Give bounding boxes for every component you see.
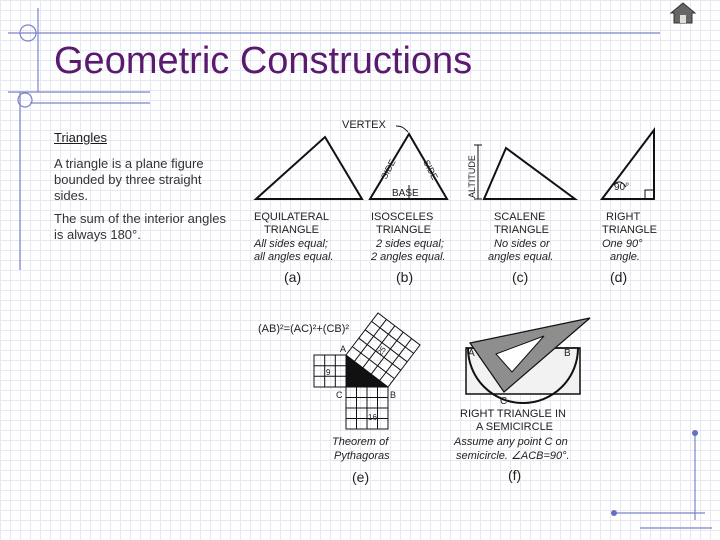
triangle-b-name-2: TRIANGLE bbox=[376, 224, 432, 236]
pythagoras-square-cb: 16 bbox=[368, 413, 377, 422]
altitude-label: ALTITUDE bbox=[467, 155, 477, 198]
pythagoras-tag: (e) bbox=[352, 469, 370, 485]
text-panel bbox=[54, 130, 229, 250]
triangle-d-desc-2: angle. bbox=[610, 251, 640, 263]
triangle-c-name-1: SCALENE bbox=[494, 211, 546, 223]
semicircle-heading-2: A SEMICIRCLE bbox=[476, 421, 554, 433]
slide-title: Geometric Constructions bbox=[54, 40, 473, 82]
right-angle-marker bbox=[645, 190, 654, 199]
triangle-b-desc-2: 2 angles equal. bbox=[371, 251, 446, 263]
pythagoras-point-a: A bbox=[340, 344, 347, 354]
triangle-b-name-1: ISOSCELES bbox=[371, 211, 434, 223]
semicircle-caption-1: Assume any point C on bbox=[454, 436, 568, 448]
home-button[interactable] bbox=[668, 0, 698, 26]
semicircle-point-c: C bbox=[500, 396, 508, 407]
triangle-a-desc-1: All sides equal; bbox=[254, 238, 328, 250]
vertex-pointer bbox=[396, 126, 408, 132]
pythagoras-caption-1: Theorem of bbox=[332, 436, 389, 448]
side-label-right: SIDE bbox=[421, 158, 440, 182]
pythagoras-point-b: B bbox=[390, 390, 397, 400]
triangle-d-name-1: RIGHT bbox=[606, 211, 641, 223]
pythagoras-square-ab: 25 bbox=[375, 344, 388, 358]
equilateral-triangle bbox=[256, 137, 362, 199]
paragraph-angle-sum: The sum of the interior angles is always 180°. bbox=[54, 211, 226, 242]
triangle-a-name-2: TRIANGLE bbox=[264, 224, 320, 236]
semicircle-heading-1: RIGHT TRIANGLE IN bbox=[460, 408, 566, 420]
semicircle-tag: (f) bbox=[508, 467, 522, 483]
pythagoras-formula: (AB)²=(AC)²+(CB)² bbox=[258, 323, 350, 335]
semicircle-caption-2: semicircle. ∠ACB=90°. bbox=[456, 450, 570, 462]
semicircle-point-b: B bbox=[564, 348, 571, 359]
triangle-a-name-1: EQUILATERAL bbox=[254, 211, 329, 223]
triangle-illustration bbox=[244, 110, 684, 490]
home-icon bbox=[668, 0, 698, 26]
triangle-c-tag: (c) bbox=[512, 269, 529, 285]
section-heading: Triangles bbox=[54, 130, 107, 145]
triangle-c-desc-2: angles equal. bbox=[488, 251, 554, 263]
pythagoras-point-c: C bbox=[336, 390, 343, 400]
triangle-d-name-2: TRIANGLE bbox=[602, 224, 658, 236]
base-label: BASE bbox=[392, 188, 419, 199]
triangle-c-name-2: TRIANGLE bbox=[494, 224, 550, 236]
vertex-label: VERTEX bbox=[342, 119, 386, 131]
right-angle-label: 90° bbox=[614, 182, 630, 193]
triangle-d-desc-1: One 90° bbox=[602, 238, 643, 250]
triangle-b-desc-1: 2 sides equal; bbox=[376, 238, 444, 250]
scalene-triangle bbox=[484, 148, 575, 199]
triangle-d-tag: (d) bbox=[610, 269, 628, 285]
side-label-left: SIDE bbox=[378, 157, 398, 181]
paragraph-definition: A triangle is a plane figure bounded by three straight sides. bbox=[54, 156, 204, 203]
pythagoras-caption-2: Pythagoras bbox=[334, 450, 390, 462]
triangle-b-tag: (b) bbox=[396, 269, 414, 285]
triangle-a-desc-2: all angles equal. bbox=[254, 251, 334, 263]
triangle-figure bbox=[244, 110, 684, 490]
pythagoras-square-ac: 9 bbox=[326, 368, 331, 377]
semicircle-point-a: A bbox=[468, 348, 475, 359]
triangle-a-tag: (a) bbox=[284, 269, 302, 285]
triangle-c-desc-1: No sides or bbox=[494, 238, 550, 250]
